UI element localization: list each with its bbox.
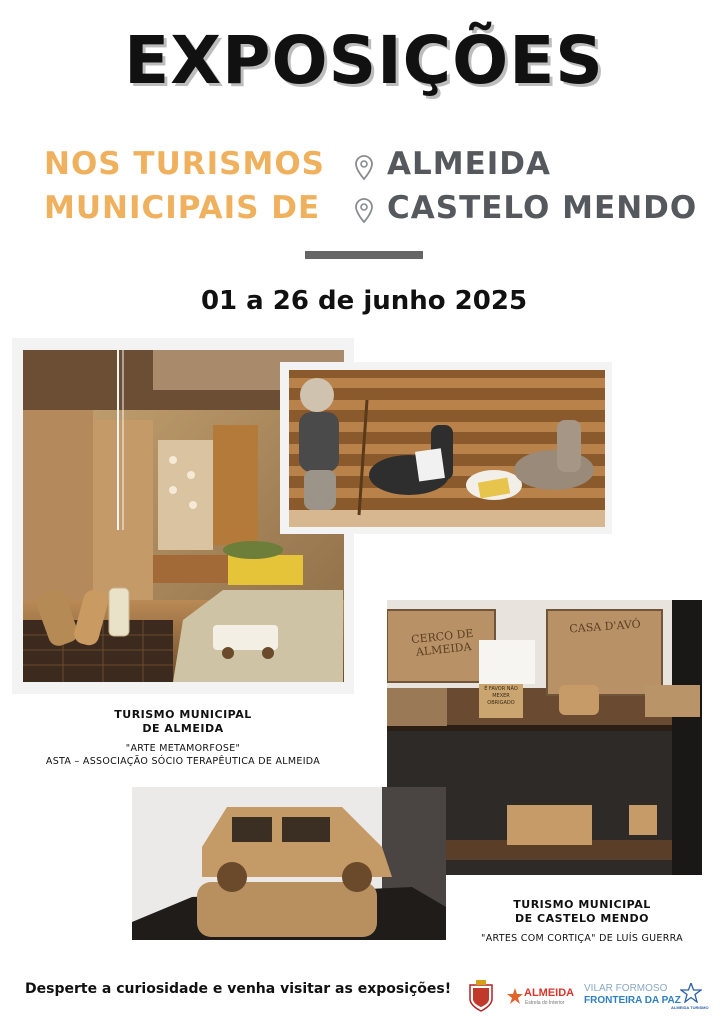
location-almeida: ALMEIDA [387,146,552,182]
almeida-exhibit-name: "ARTE METAMORFOSE" [125,743,241,754]
cork-plaque-text-1: CERCO DE ALMEIDA [410,626,475,659]
almeida-coat-of-arms-icon [466,979,496,1013]
exhibition-dates: 01 a 26 de junho 2025 [200,286,528,316]
logo-fronteira-paz: FRONTEIRA DA PAZ [584,995,681,1006]
subtitle-line-2: MUNICIPAIS DE [44,190,321,226]
logo-almeida: ALMEIDA [524,987,575,999]
almeida-caption-title-1: TURISMO MUNICIPAL [114,708,252,721]
almeida-star-logo-icon [507,988,523,1004]
almeida-association: ASTA – ASSOCIAÇÃO SÓCIO TERAPÊUTICA DE ALMEIDA [45,756,321,767]
castelo-caption-title-2: DE CASTELO MENDO [515,912,649,925]
location-pin-icon [354,198,374,224]
do-not-touch-sign: É FAVOR NÃO MEXER OBRIGADO [484,686,518,706]
location-pin-icon [354,155,374,181]
castelo-caption-title-1: TURISMO MUNICIPAL [513,898,651,911]
divider-bar [305,251,423,259]
footer-invite: Desperte a curiosidade e venha visitar as exposições! [25,981,452,997]
almeida-caption [23,708,343,768]
logo-almeida-sub: Estrela do Interior [525,1000,565,1006]
cork-plaque-text-2: CASA D'AVÓ [568,617,642,636]
logo-almeida-turismo: ALMEIDA TURISMO [671,1005,709,1010]
subtitle-line-1: NOS TURISMOS [44,146,325,182]
castelo-caption [452,898,712,945]
logo-vilar-formoso: VILAR FORMOSO [584,983,668,994]
page-title: EXPOSIÇÕES [124,22,604,99]
castelo-exhibit-name: "ARTES COM CORTIÇA" DE LUÍS GUERRA [481,933,683,944]
location-castelo-mendo: CASTELO MENDO [387,190,698,226]
almeida-caption-title-2: DE ALMEIDA [142,722,224,735]
felt-animals-photo [289,370,605,527]
cork-car-photo [132,787,446,940]
almeida-turismo-star-icon [680,983,702,1003]
